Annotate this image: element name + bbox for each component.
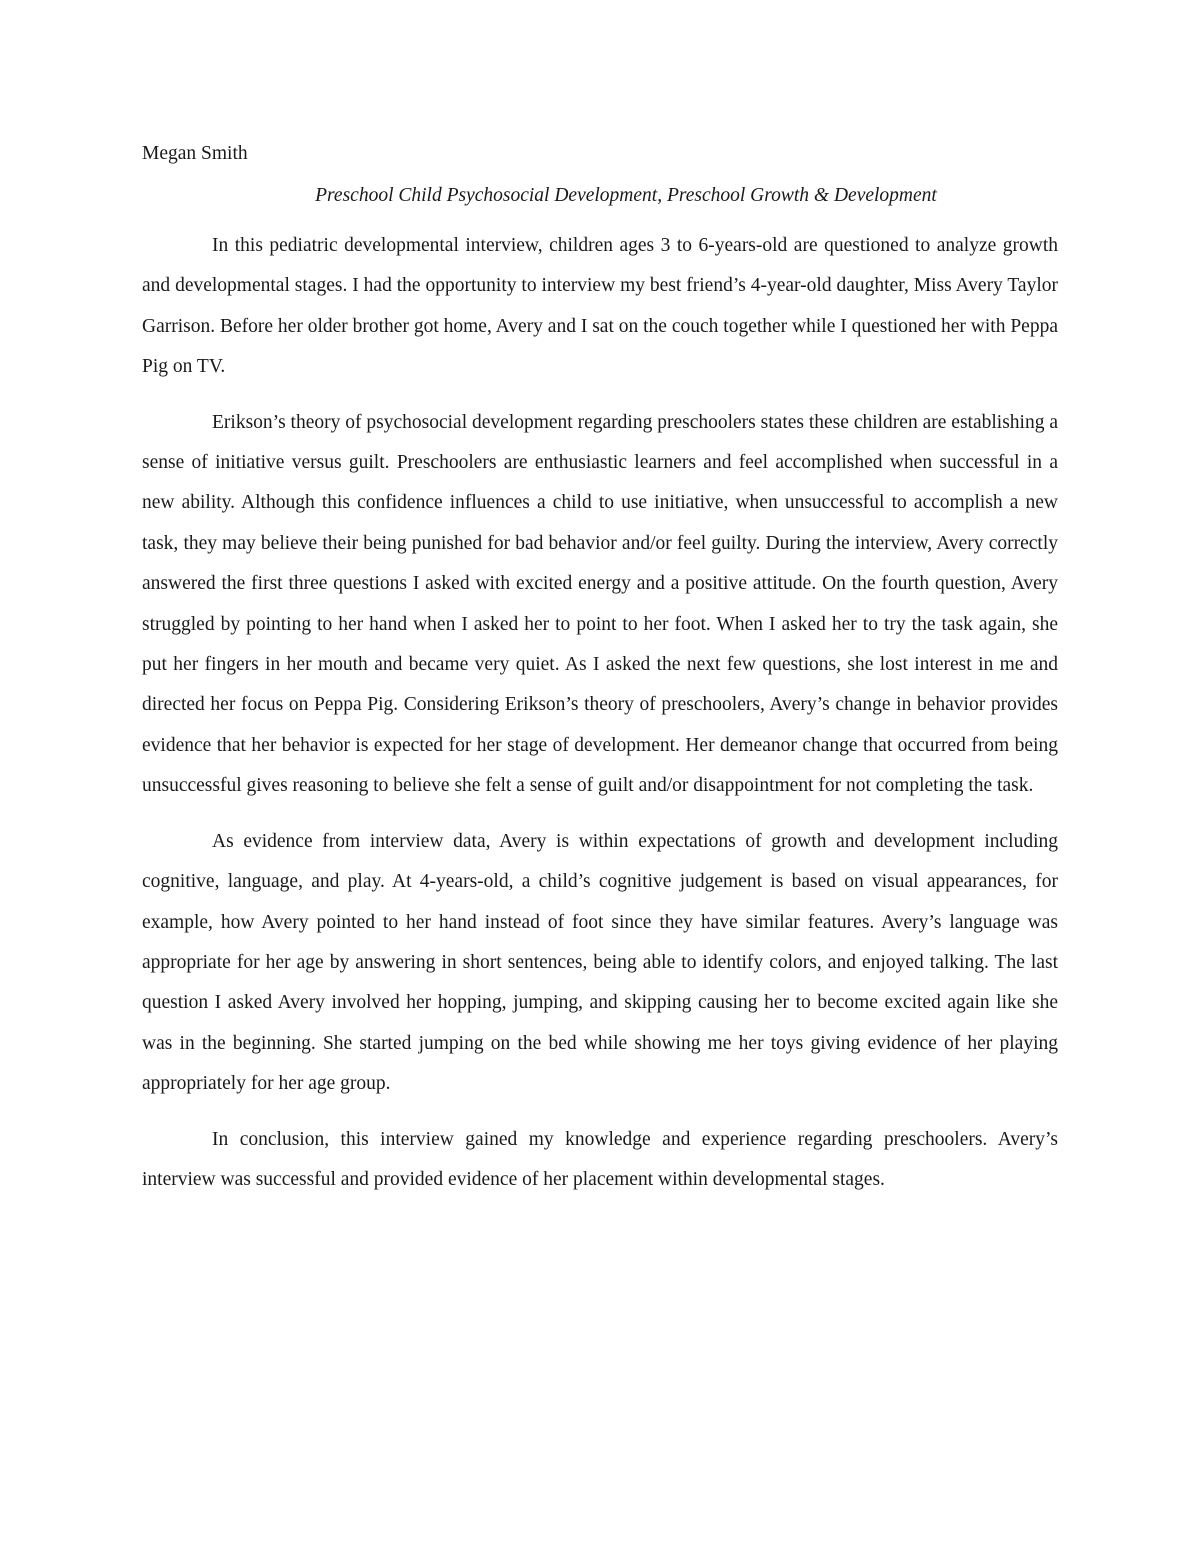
paragraph-conclusion: In conclusion, this interview gained my knowledge and experience regarding preschoolers. Avery’s interview was successful and provided evidence of her placement within developmental stages.	[142, 1128, 1058, 1190]
paragraph-interview-evidence: As evidence from interview data, Avery is within expectations of growth and development including cognitive, language, and play. At 4-years-old, a child’s cognitive judgement is based on visual appearances, for example, how Avery pointed to her hand instead of foot since they have similar features. Avery’s language was appropriate for her age by answering in short sentences, being able to identify colors, and enjoyed talking. The last question I asked Avery involved her hopping, jumping, and skipping causing her to become excited again like she was in the beginning. She started jumping on the bed while showing me her toys giving evidence of her playing appropriately for her age group.	[142, 830, 1058, 1095]
document-body	[142, 140, 1058, 1200]
paragraph-erikson-theory: Erikson’s theory of psychosocial development regarding preschoolers states these children are establishing a sense of initiative versus guilt. Preschoolers are enthusiastic learners and feel accomplished when successful in a new ability. Although this confidence influences a child to use initiative, when unsuccessful to accomplish a new task, they may believe their being punished for bad behavior and/or feel guilty. During the interview, Avery correctly answered the first three questions I asked with excited energy and a positive attitude. On the fourth question, Avery struggled by pointing to her hand when I asked her to point to her foot. When I asked her to try the task again, she put her fingers in her mouth and became very quiet. As I asked the next few questions, she lost interest in me and directed her focus on Peppa Pig. Considering Erikson’s theory of preschoolers, Avery’s change in behavior provides evidence that her behavior is expected for her stage of development. Her demeanor change that occurred from being unsuccessful gives reasoning to believe she felt a sense of guilt and/or disappointment for not completing the task.	[142, 411, 1058, 797]
author-name: Megan Smith	[142, 143, 248, 164]
document-title: Preschool Child Psychosocial Development, Preschool Growth & Development	[315, 185, 937, 206]
paragraph-introduction: In this pediatric developmental interview, children ages 3 to 6-years-old are questioned to analyze growth and developmental stages. I had the opportunity to interview my best friend’s 4-year-old daughter, Miss Avery Taylor Garrison. Before her older brother got home, Avery and I sat on the couch together while I questioned her with Peppa Pig on TV.	[142, 235, 1058, 378]
